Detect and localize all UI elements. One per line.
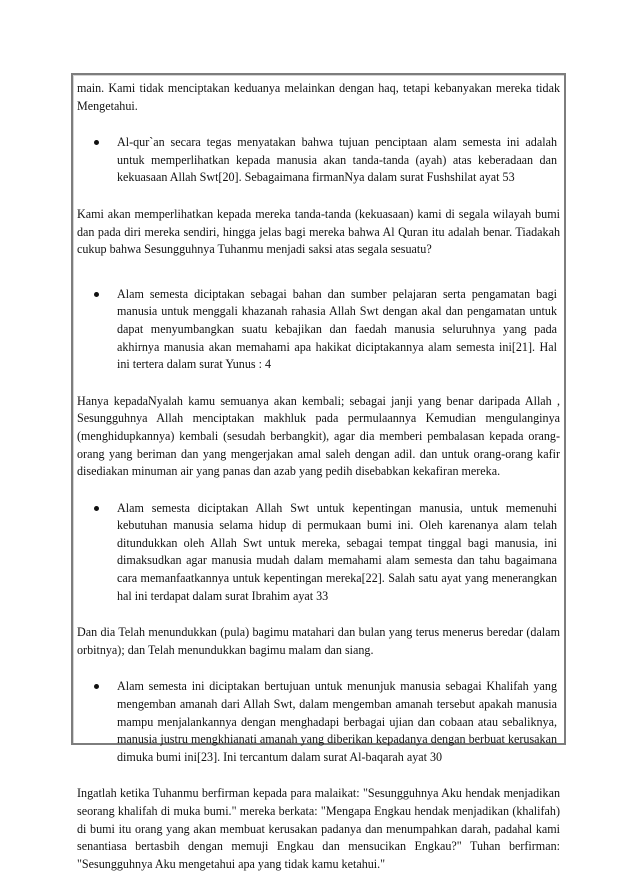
bullet-text: Al-qur`an secara tegas menyatakan bahwa tujuan penciptaan alam semesta ini adalah untuk memperlihatkan kepada manusia akan tanda-tanda (ayah) atas keberadaan dan kekuasaan Allah Swt[20]. Sebagaimana firmanNya dalam surat Fushshilat ayat 53 — [117, 135, 557, 185]
bullet-text: Alam semesta diciptakan Allah Swt untuk kepentingan manusia, untuk memenuhi kebutuhan manusia selama hidup di permukaan bumi ini. Oleh karenanya alam telah ditundukkan oleh Allah Swt untuk mereka, sebagai tempat tinggal bagi manusia, ini dimaksudkan agar manusia mudah dalam memahami alam semesta dan tahu bagaimana cara memanfaatkannya untuk kepentingan mereka[22]. Salah satu ayat yang menerangkan hal ini terdapat dalam surat Ibrahim ayat 33 — [117, 500, 557, 603]
paragraph-ibrahim-33: Dan dia Telah menundukkan (pula) bagimu matahari dan bulan yang terus menerus beredar (dalam orbitnya); dan Telah menundukkan bagimu malam dan siang. — [77, 625, 560, 657]
paragraph-intro: main. Kami tidak menciptakan keduanya melainkan dengan haq, tetapi kebanyakan mereka tidak Mengetahui. — [77, 81, 560, 113]
bullet-icon — [94, 684, 99, 689]
paragraph-al-baqarah-30: Ingatlah ketika Tuhanmu berfirman kepada para malaikat: "Sesungguhnya Aku hendak menjadikan seorang khalifah di muka bumi." mereka berkata: "Mengapa Engkau hendak menjadikan (khalifah) di bumi itu orang yang akan membuat kerusakan padanya dan menumpahkan darah, padahal kami senantiasa bertasbih dengan memuji Engkau dan mensucikan Engkau?" Tuhan berfirman: "Sesungguhnya Aku mengetahui apa yang tidak kamu ketahui." — [77, 786, 560, 871]
bullet-icon — [94, 506, 99, 511]
document-frame — [71, 73, 566, 871]
bullet-item-purpose-signs — [77, 134, 560, 187]
bullet-text: Alam semesta ini diciptakan bertujuan untuk menunjuk manusia sebagai Khalifah yang mengemban amanah dari Allah Swt, dalam mengemban amanah tersebut apakah manusia mampu menjalankannya dengan menghadapi berbagai ujian dan cobaan atau sebaliknya, manusia justru mengkhianati amanah yang diberikan kepadanya dengan berbuat kerusakan dimuka bumi ini[23]. Ini tercantum dalam surat Al-baqarah ayat 30 — [117, 679, 557, 764]
bullet-item-purpose-human-needs — [77, 500, 560, 606]
paragraph-yunus-4: Hanya kepadaNyalah kamu semuanya akan kembali; sebagai janji yang benar daripada Allah , Sesungguhnya Allah menciptakan makhluk pada permulaannya Kemudian mengulanginya (menghidupkannya) kembali (sesudah berbangkit), agar dia memberi pembalasan kepada orang-orang yang beriman dan yang mengerjakan amal saleh dengan adil. dan untuk orang-orang kafir disediakan minuman air yang panas dan azab yang pedih disebabkan kekafiran mereka. — [77, 393, 560, 479]
bullet-item-purpose-khalifah — [77, 678, 560, 766]
paragraph-fushshilat-53: Kami akan memperlihatkan kepada mereka tanda-tanda (kekuasaan) kami di segala wilayah bumi dan pada diri mereka sendiri, hingga jelas bagi mereka bahwa Al Quran itu adalah benar. Tiadakah cukup bahwa Sesungguhnya Tuhanmu menjadi saksi atas segala sesuatu? — [77, 206, 560, 257]
bullet-icon — [94, 140, 99, 145]
bullet-item-purpose-learning — [77, 286, 560, 374]
bullet-text: Alam semesta diciptakan sebagai bahan dan sumber pelajaran serta pengamatan bagi manusia untuk menggali khazanah rahasia Allah Swt dengan akal dan pengamatan untuk dapat menyumbangkan suatu kebajikan dan faedah manusia seluruhnya yang pada akhirnya manusia akan memahami apa hakikat diciptakannya alam semesta ini[21]. Hal ini tertera dalam surat Yunus : 4 — [117, 286, 557, 372]
bullet-icon — [94, 292, 99, 297]
